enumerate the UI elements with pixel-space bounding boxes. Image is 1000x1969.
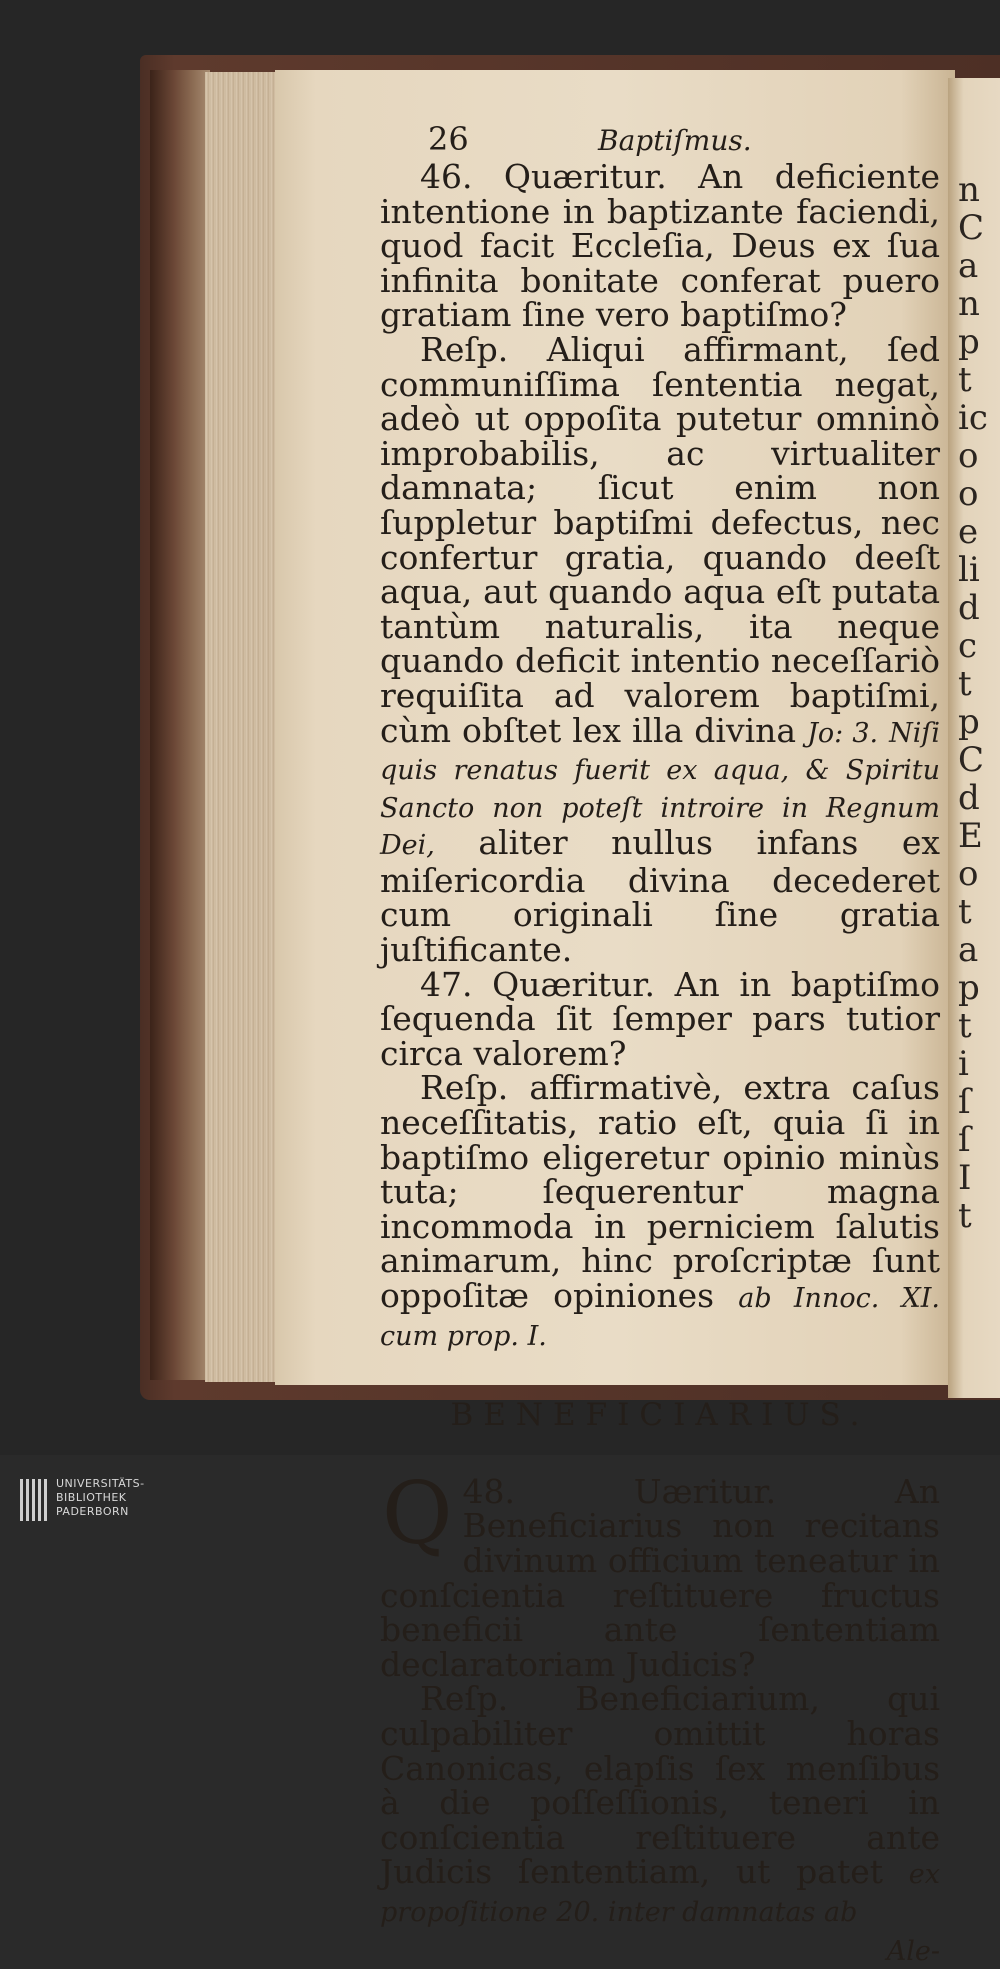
library-logo — [20, 1475, 220, 1525]
response-48-ref: ex propoſitione 20. inter damnatas ab — [380, 1859, 940, 1928]
facing-page-fragment: ic — [958, 401, 988, 435]
response-48 — [380, 1682, 940, 1930]
response-46-text: Reſp. Aliqui affirmant, ſed communiſſima ſententia negat, adeò ut oppoſita putetur omninò improbabilis, ac virtualiter damnata; ſicut enim non ſuppletur baptiſmi defectus, nec confertur gratia, quando deeſt aqua, aut quando aqua eſt putata tantùm naturalis, ita neque quando deficit intentio neceſſariò requiſita ad valorem baptiſmi, cùm obſtet lex illa divina — [380, 330, 940, 750]
logo-line-2: BIBLIOTHEK — [56, 1491, 145, 1505]
facing-page-fragment: a — [958, 249, 978, 283]
page-text — [380, 120, 940, 1969]
question-46: 46. Quæritur. An deficiente intentione in baptizante faciendi, quod facit Eccleſia, Deus ex ſua infinita bonitate conferat puero gratiam ſine vero baptiſmo? — [380, 160, 940, 333]
library-logo-text — [56, 1477, 145, 1519]
facing-page-fragment: o — [958, 857, 978, 891]
facing-page-fragment: E — [958, 819, 983, 853]
facing-page-fragment: t — [958, 363, 972, 397]
section-heading: BENEFICIARIUS. — [380, 1398, 940, 1433]
question-48-number: 48. — [463, 1472, 515, 1511]
facing-page-fragment: C — [958, 743, 984, 777]
facing-page-fragment: n — [958, 287, 980, 321]
facing-page-fragment: ſ — [958, 1123, 971, 1157]
facing-page-fragment: t — [958, 895, 972, 929]
facing-page-fragment: li — [958, 553, 980, 587]
question-48-text: Uæritur. An Beneficiarius non recitans divinum officium teneatur in conſcientia reſtituere fructus beneficii ante ſententiam declaratoriam Judicis? — [380, 1472, 940, 1684]
drop-cap: Q — [382, 1479, 453, 1549]
running-head: Baptiſmus. — [598, 124, 752, 159]
facing-page-fragment: p — [958, 705, 980, 739]
facing-page-fragment: o — [958, 477, 978, 511]
facing-page-fragment: i — [958, 1047, 969, 1081]
facing-page-fragment: o — [958, 439, 978, 473]
facing-page-fragment: p — [958, 325, 980, 359]
catchword: Ale- — [380, 1935, 940, 1969]
response-47 — [380, 1071, 940, 1354]
facing-page-fragment: a — [958, 933, 978, 967]
facing-page-fragment: I — [958, 1161, 971, 1195]
question-47: 47. Quæritur. An in baptiſmo ſequenda ſit ſemper pars tutior circa valorem? — [380, 968, 940, 1072]
question-48 — [380, 1475, 940, 1683]
facing-page-fragment: C — [958, 211, 984, 245]
facing-page-fragment: c — [958, 629, 977, 663]
response-48-text: Reſp. Beneficiarium, qui culpabiliter omittit horas Canonicas, elapſis ſex menſibus à die poſſeſſionis, teneri in conſcientia reſtituere ante Judicis ſententiam, ut patet — [380, 1679, 940, 1891]
library-logo-icon — [20, 1479, 50, 1521]
response-47-text: Reſp. affirmativè, extra caſus neceſſitatis, ratio eſt, quia ſi in baptiſmo eligeretur opinio minùs tuta; ſequerentur magna incommoda in perniciem ſalutis animarum, hinc proſcriptæ ſunt oppoſitæ opiniones — [380, 1068, 940, 1315]
page-header — [380, 120, 940, 160]
facing-page-fragment: t — [958, 1199, 972, 1233]
response-46-end: aliter nullus infans ex miſericordia divina decederet cum originali ſine gratia juſtificante. — [380, 823, 940, 969]
facing-page-fragment: p — [958, 971, 980, 1005]
response-46 — [380, 333, 940, 968]
page-stack-edges — [205, 72, 285, 1382]
facing-page-fragment: t — [958, 1009, 972, 1043]
logo-line-3: PADERBORN — [56, 1505, 145, 1519]
facing-page-fragment: d — [958, 591, 980, 625]
response-47-ref: ab Innoc. XI. cum prop. I. — [380, 1283, 940, 1352]
facing-page-fragment: d — [958, 781, 980, 815]
logo-line-1: UNIVERSITÄTS- — [56, 1477, 145, 1491]
facing-page-edge — [948, 78, 1000, 1398]
facing-page-fragment: e — [958, 515, 978, 549]
page-number: 26 — [428, 122, 469, 157]
scripture-quote: Niſi quis renatus fuerit ex aqua, & Spiritu Sancto non poteſt introire in Regnum Dei, — [380, 718, 940, 862]
facing-page-fragment: t — [958, 667, 972, 701]
facing-page-fragment: n — [958, 173, 980, 207]
facing-page-fragment: ſ — [958, 1085, 971, 1119]
scripture-ref: Jo: 3. — [807, 718, 878, 749]
book-gutter — [150, 70, 210, 1380]
